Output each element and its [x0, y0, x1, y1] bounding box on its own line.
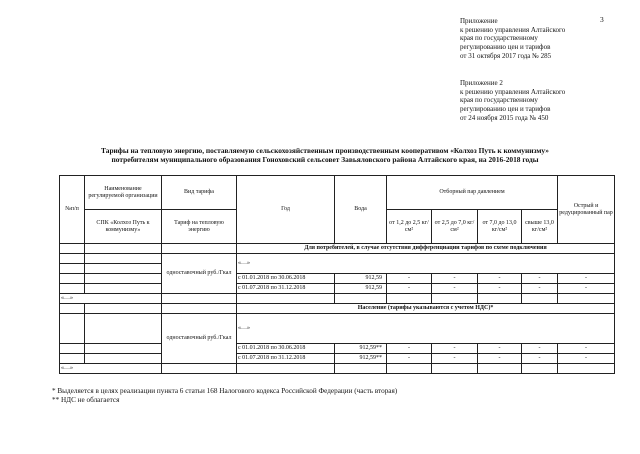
footnote: * Выделяется в целях реализации пункта 6 статьи 168 Налогового кодекса Российской Федерации (часть вторая) — [52, 387, 398, 395]
steam-cell: - — [432, 344, 478, 354]
appendix-line: к решению управления Алтайского — [460, 87, 566, 96]
steam-cell: - — [522, 344, 558, 354]
steam-cell: - — [522, 354, 558, 364]
appendix-line: регулированию цен и тарифов — [460, 43, 551, 52]
steam-cell: - — [432, 354, 478, 364]
header-num: №п/п — [60, 176, 85, 244]
water-cell: 912,59 — [335, 284, 387, 294]
steam-cell: - — [478, 274, 522, 284]
header-water: Вода — [335, 176, 387, 244]
ellipsis: «…» — [237, 254, 615, 274]
steam-cell: - — [478, 284, 522, 294]
section-row — [60, 244, 615, 254]
header-sharp-steam: Острый и редуцированный пар — [558, 176, 615, 244]
table-row — [60, 274, 615, 284]
tariff-table — [59, 175, 615, 374]
period-cell: с 01.07.2018 по 31.12.2018 — [237, 284, 335, 294]
title-line: потребителям муниципального образования Гоноховский сельсовет Завьяловского района Алтайского края, на 2016-2018 годы — [111, 155, 539, 164]
appendix-line: от 31 октября 2017 года № 285 — [460, 51, 552, 60]
sharp-cell: - — [558, 344, 615, 354]
steam-cell: - — [387, 354, 432, 364]
section-title-1: Для потребителей, в случае отсутствия дифференциации тарифов по схеме подключения — [237, 244, 615, 254]
sharp-cell: - — [558, 274, 615, 284]
appendix-line: Приложение — [460, 17, 498, 25]
header-steam: Отборный пар давлением — [387, 176, 558, 210]
table-row — [60, 344, 615, 354]
appendix-header-2 — [460, 79, 630, 123]
table-row — [60, 354, 615, 364]
rate-label: одноставочный руб./Гкал — [162, 314, 237, 364]
steam-cell: - — [522, 284, 558, 294]
table-header-row — [60, 176, 615, 210]
appendix-line: регулированию цен и тарифов — [460, 105, 551, 114]
appendix-header-1 — [460, 17, 630, 61]
page-number: 3 — [600, 15, 604, 24]
steam-cell: - — [387, 344, 432, 354]
section-title-2: Население (тарифы указываются с учетом НДС)* — [237, 304, 615, 314]
table-row — [60, 284, 615, 294]
steam-cell: - — [387, 284, 432, 294]
appendix-line: от 24 ноября 2015 года № 450 — [460, 113, 549, 122]
appendix-line: к решению управления Алтайского — [460, 25, 566, 34]
ellipsis-row — [60, 364, 615, 374]
steam-cell: - — [478, 344, 522, 354]
steam-cell: - — [522, 274, 558, 284]
sharp-cell: - — [558, 284, 615, 294]
document-title — [36, 146, 614, 164]
ellipsis: «…» — [60, 294, 162, 304]
ellipsis: «…» — [237, 314, 615, 344]
section-row — [60, 304, 615, 314]
ellipsis: «…» — [60, 364, 162, 374]
period-cell: с 01.01.2018 по 30.06.2018 — [237, 344, 335, 354]
steam-cell: - — [387, 274, 432, 284]
water-cell: 912,59** — [335, 344, 387, 354]
table-row — [60, 314, 615, 344]
steam-cell: - — [432, 274, 478, 284]
header-steam-1: от 1,2 до 2,5 кг/см² — [387, 210, 432, 244]
org-name: СПК «Колхоз Путь к коммунизму» — [85, 210, 162, 244]
water-cell: 912,59** — [335, 354, 387, 364]
header-org: Наименование регулируемой организации — [85, 176, 162, 210]
footnotes — [52, 387, 397, 405]
header-year: Год — [237, 176, 335, 244]
appendix-line: Приложение 2 — [460, 79, 503, 87]
tariff-name: Тариф на тепловую энергию — [162, 210, 237, 244]
water-cell: 912,59 — [335, 274, 387, 284]
rate-label: одноставочный руб./Гкал — [162, 254, 237, 294]
table-row — [60, 254, 615, 264]
header-tariff-type: Вид тарифа — [162, 176, 237, 210]
period-cell: с 01.01.2018 по 30.06.2018 — [237, 274, 335, 284]
footnote: ** НДС не облагается — [52, 396, 120, 405]
header-steam-4: свыше 13,0 кг/см² — [522, 210, 558, 244]
ellipsis-row — [60, 294, 615, 304]
appendix-line: края по государственному — [460, 96, 538, 105]
steam-cell: - — [432, 284, 478, 294]
sharp-cell: - — [558, 354, 615, 364]
title-line: Тарифы на тепловую энергию, поставляемую сельскохозяйственным производственным кооперативом «Колхоз Путь к коммунизму» — [101, 146, 549, 155]
header-steam-3: от 7,0 до 13,0 кг/см² — [478, 210, 522, 244]
period-cell: с 01.07.2018 по 31.12.2018 — [237, 354, 335, 364]
appendix-line: края по государственному — [460, 34, 538, 43]
steam-cell: - — [478, 354, 522, 364]
header-steam-2: от 2,5 до 7,0 кг/см² — [432, 210, 478, 244]
